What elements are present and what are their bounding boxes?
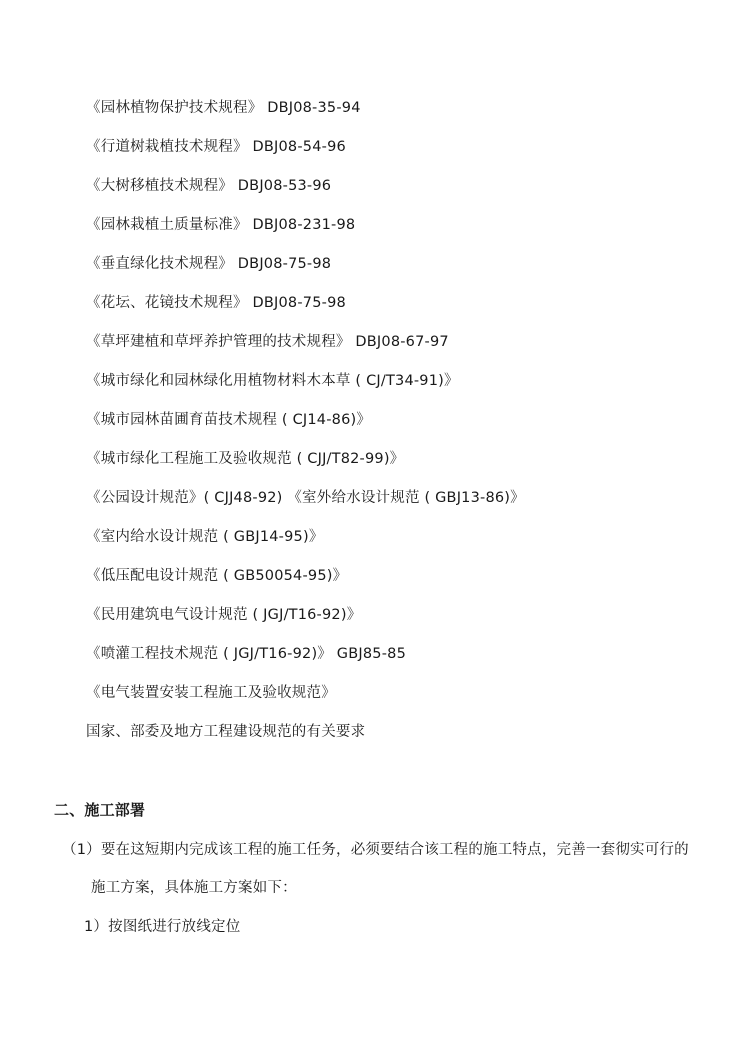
requirements-note: 国家、部委及地方工程建设规范的有关要求 (86, 724, 366, 740)
section-heading: 二、施工部署 (54, 801, 146, 819)
standard-item: 《城市园林苗圃育苗技术规程 ( CJ14-86)》 (86, 412, 372, 428)
standard-item: 《园林植物保护技术规程》 DBJ08-35-94 (86, 100, 361, 116)
standard-item: 《草坪建植和草坪养护管理的技术规程》 DBJ08-67-97 (86, 334, 449, 350)
standard-item: 《电气装置安装工程施工及验收规范》 (86, 685, 336, 701)
paragraph-line: 施工方案，具体施工方案如下： (91, 880, 297, 896)
standard-item: 《垂直绿化技术规程》 DBJ08-75-98 (86, 256, 332, 272)
standard-item: 《民用建筑电气设计规范 ( JGJ/T16-92)》 (86, 607, 362, 623)
standard-item: 《喷灌工程技术规范 ( JGJ/T16-92)》 GBJ85-85 (86, 646, 406, 662)
standard-item: 《低压配电设计规范 ( GB50054-95)》 (86, 568, 348, 584)
standard-item: 《城市绿化工程施工及验收规范 ( CJJ/T82-99)》 (86, 451, 405, 467)
sub-item: 1）按图纸进行放线定位 (84, 919, 241, 935)
standard-item: 《行道树栽植技术规程》 DBJ08-54-96 (86, 139, 346, 155)
standard-item: 《公园设计规范》( CJJ48-92) 《室外给水设计规范 ( GBJ13-86)》 (86, 490, 525, 506)
standard-item: 《园林栽植土质量标准》 DBJ08-231-98 (86, 217, 356, 233)
standard-item: 《大树移植技术规程》 DBJ08-53-96 (86, 178, 332, 194)
standard-item: 《花坛、花镜技术规程》 DBJ08-75-98 (86, 295, 346, 311)
standard-item: 《城市绿化和园林绿化用植物材料木本草 ( CJ/T34-91)》 (86, 373, 459, 389)
paragraph-line: （1）要在这短期内完成该工程的施工任务，必须要结合该工程的施工特点，完善一套彻实可行的 (62, 842, 689, 858)
standard-item: 《室内给水设计规范 ( GBJ14-95)》 (86, 529, 324, 545)
